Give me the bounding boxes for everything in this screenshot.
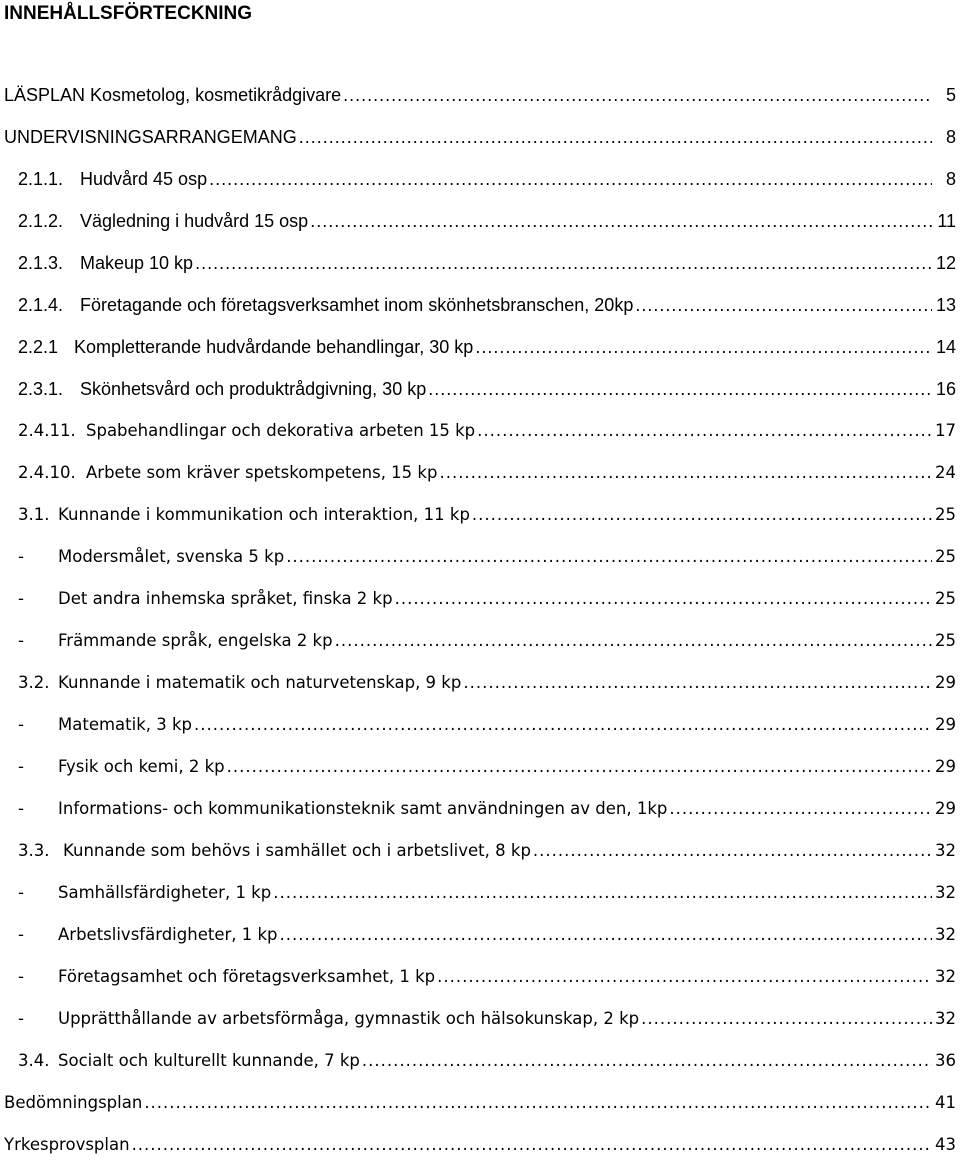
toc-entry-title: Företagande och företagsverksamhet inom skönhetsbranschen, 20kp bbox=[80, 295, 634, 315]
toc-entry-page-number: 29 bbox=[935, 757, 956, 776]
toc-entry-title: Spabehandlingar och dekorativa arbeten 15 kp bbox=[86, 421, 476, 440]
toc-entry-leader-dots bbox=[472, 500, 932, 530]
toc-entry-number: 2.4.11. bbox=[18, 421, 76, 440]
toc-entry-leader-dots bbox=[533, 836, 932, 866]
toc-entry-title: Det andra inhemska språket, finska 2 kp bbox=[58, 589, 393, 608]
toc-entry-number: 3.3. bbox=[18, 841, 50, 860]
toc-entry-lead bbox=[0, 332, 473, 362]
toc-entry-page-number: 32 bbox=[935, 925, 956, 944]
toc-entry-title: Skönhetsvård och produktrådgivning, 30 kp bbox=[80, 379, 427, 399]
toc-entry-lead bbox=[0, 458, 437, 488]
toc-entry-page-number: 29 bbox=[935, 673, 956, 692]
toc-heading: INNEHÅLLSFÖRTECKNING bbox=[4, 3, 253, 24]
toc-entry-title: Kunnande i matematik och naturvetenskap, 9 kp bbox=[58, 673, 462, 692]
toc-entry-lead bbox=[0, 668, 461, 698]
toc-entry-title: Arbetslivsfärdigheter, 1 kp bbox=[58, 925, 278, 944]
toc-entry-leader-dots bbox=[439, 458, 932, 488]
toc-entry-number: 2.4.10. bbox=[18, 463, 76, 482]
toc-entry-lead bbox=[0, 1130, 130, 1160]
toc-entry[interactable] bbox=[0, 1046, 960, 1076]
toc-entry-title: Bedömningsplan bbox=[4, 1093, 143, 1112]
toc-entry[interactable] bbox=[0, 710, 960, 740]
toc-entry-lead bbox=[0, 374, 426, 404]
toc-entry[interactable] bbox=[0, 668, 960, 698]
toc-entry-page-number: 11 bbox=[937, 211, 956, 231]
toc-entry[interactable] bbox=[0, 374, 960, 404]
toc-entry-title: Fysik och kemi, 2 kp bbox=[58, 757, 225, 776]
toc-entry-title: UNDERVISNINGSARRANGEMANG bbox=[4, 127, 297, 147]
toc-entry-leader-dots bbox=[641, 1004, 932, 1034]
toc-entry-number: 3.4. bbox=[18, 1051, 50, 1070]
toc-entry-lead bbox=[0, 206, 308, 236]
toc-entry-title: LÄSPLAN Kosmetolog, kosmetikrådgivare bbox=[4, 85, 342, 105]
toc-entry-page-number: 36 bbox=[935, 1051, 956, 1070]
toc-entry-leader-dots bbox=[286, 542, 932, 572]
toc-entry-lead bbox=[0, 1046, 360, 1076]
toc-entry-page-number: 5 bbox=[945, 85, 956, 105]
toc-entry-page-number: 24 bbox=[935, 463, 956, 482]
toc-entry[interactable] bbox=[0, 542, 960, 572]
toc-entry[interactable] bbox=[0, 248, 960, 278]
toc-entry-title: Kompletterande hudvårdande behandlingar, 30 kp bbox=[74, 337, 474, 357]
toc-entry-page-number: 41 bbox=[935, 1093, 956, 1112]
toc-entry-leader-dots bbox=[227, 752, 932, 782]
toc-entry-number: - bbox=[18, 1009, 24, 1028]
toc-entry-title: Företagsamhet och företagsverksamhet, 1 kp bbox=[58, 967, 436, 986]
toc-entry-page-number: 8 bbox=[945, 127, 956, 147]
toc-entry-number: - bbox=[18, 715, 24, 734]
toc-entry-leader-dots bbox=[209, 164, 932, 194]
toc-entry-lead bbox=[0, 500, 470, 530]
toc-entry-leader-dots bbox=[362, 1046, 932, 1076]
toc-entry[interactable] bbox=[0, 752, 960, 782]
toc-entry-title: Yrkesprovsplan bbox=[4, 1135, 130, 1154]
toc-entry[interactable] bbox=[0, 416, 960, 446]
toc-entry-number: - bbox=[18, 631, 24, 650]
toc-entry-leader-dots bbox=[477, 416, 932, 446]
toc-entry[interactable] bbox=[0, 290, 960, 320]
toc-entry[interactable] bbox=[0, 878, 960, 908]
toc-entry-title: Främmande språk, engelska 2 kp bbox=[58, 631, 333, 650]
toc-entry-leader-dots bbox=[195, 248, 932, 278]
toc-entry-title: Kunnande som behövs i samhället och i arbetslivet, 8 kp bbox=[63, 841, 531, 860]
toc-entry[interactable] bbox=[0, 836, 960, 866]
toc-entry-leader-dots bbox=[669, 794, 932, 824]
toc-entry-page-number: 32 bbox=[935, 1009, 956, 1028]
toc-entry-lead bbox=[0, 626, 333, 656]
toc-entry[interactable] bbox=[0, 1130, 960, 1160]
toc-entry[interactable] bbox=[0, 500, 960, 530]
toc-entry[interactable] bbox=[0, 920, 960, 950]
toc-entry[interactable] bbox=[0, 164, 960, 194]
toc-entry-number: 2.1.4. bbox=[18, 295, 64, 315]
toc-entry-leader-dots bbox=[343, 80, 932, 110]
toc-entry-lead bbox=[0, 122, 297, 152]
toc-entry[interactable] bbox=[0, 962, 960, 992]
toc-entry-leader-dots bbox=[273, 878, 932, 908]
toc-entry[interactable] bbox=[0, 1088, 960, 1118]
toc-entry-lead bbox=[0, 920, 278, 950]
toc-entry-leader-dots bbox=[310, 206, 932, 236]
toc-entry-lead bbox=[0, 164, 207, 194]
toc-entry-page-number: 14 bbox=[935, 337, 956, 357]
toc-entry-page-number: 25 bbox=[935, 589, 956, 608]
toc-entry-number: - bbox=[18, 589, 24, 608]
toc-entry-leader-dots bbox=[280, 920, 932, 950]
toc-entry-lead bbox=[0, 584, 393, 614]
toc-entry-page-number: 32 bbox=[935, 967, 956, 986]
toc-entry-number: 2.1.1. bbox=[18, 169, 64, 189]
toc-entry-page-number: 43 bbox=[935, 1135, 956, 1154]
toc-entry-page-number: 25 bbox=[935, 631, 956, 650]
toc-entry-number: - bbox=[18, 967, 24, 986]
toc-entry-title: Samhällsfärdigheter, 1 kp bbox=[58, 883, 272, 902]
toc-entry-leader-dots bbox=[395, 584, 932, 614]
toc-entry-title: Makeup 10 kp bbox=[80, 253, 194, 273]
toc-entry-leader-dots bbox=[194, 710, 932, 740]
toc-entry-title: Kunnande i kommunikation och interaktion, 11 kp bbox=[58, 505, 470, 524]
toc-entry-leader-dots bbox=[335, 626, 932, 656]
toc-entry-title: Upprätthållande av arbetsförmåga, gymnastik och hälsokunskap, 2 kp bbox=[58, 1009, 640, 1028]
toc-entry-leader-dots bbox=[132, 1130, 932, 1160]
toc-entry-title: Hudvård 45 osp bbox=[80, 169, 208, 189]
toc-entry[interactable] bbox=[0, 1004, 960, 1034]
toc-entry-lead bbox=[0, 248, 193, 278]
toc-entry-lead bbox=[0, 836, 531, 866]
toc-entry-leader-dots bbox=[299, 122, 932, 152]
toc-entry-number: 2.1.2. bbox=[18, 211, 64, 231]
toc-entry-lead bbox=[0, 752, 225, 782]
toc-entry-number: - bbox=[18, 757, 24, 776]
toc-entry-lead bbox=[0, 290, 633, 320]
toc-entry-number: 2.2.1 bbox=[18, 337, 59, 357]
toc-entry-page-number: 32 bbox=[935, 841, 956, 860]
toc-entry-lead bbox=[0, 710, 192, 740]
toc-entry-page-number: 12 bbox=[935, 253, 956, 273]
toc-entry-page-number: 8 bbox=[945, 169, 956, 189]
toc-entry-page-number: 25 bbox=[935, 547, 956, 566]
toc-entry-page-number: 29 bbox=[935, 715, 956, 734]
toc-entry-number: 3.2. bbox=[18, 673, 50, 692]
toc-entry-lead bbox=[0, 416, 475, 446]
toc-entry-leader-dots bbox=[475, 332, 932, 362]
toc-entry-page-number: 29 bbox=[935, 799, 956, 818]
toc-entry-leader-dots bbox=[635, 290, 932, 320]
toc-entry[interactable] bbox=[0, 122, 960, 152]
toc-entry-number: 3.1. bbox=[18, 505, 50, 524]
toc-entry-leader-dots bbox=[428, 374, 932, 404]
toc-entry-title: Informations- och kommunikationsteknik samt användningen av den, 1kp bbox=[58, 799, 668, 818]
toc-entry-number: - bbox=[18, 925, 24, 944]
toc-entry-page-number: 25 bbox=[935, 505, 956, 524]
toc-entry-leader-dots bbox=[463, 668, 932, 698]
toc-entry[interactable] bbox=[0, 206, 960, 236]
toc-entry[interactable] bbox=[0, 584, 960, 614]
toc-entry[interactable] bbox=[0, 80, 960, 110]
toc-entry-title: Modersmålet, svenska 5 kp bbox=[58, 547, 285, 566]
toc-entry-number: 2.3.1. bbox=[18, 379, 64, 399]
toc-entry-lead bbox=[0, 542, 284, 572]
toc-entry-number: - bbox=[18, 883, 24, 902]
toc-entry-page-number: 17 bbox=[935, 421, 956, 440]
toc-entry-title: Vägledning i hudvård 15 osp bbox=[80, 211, 309, 231]
toc-entry-number: - bbox=[18, 799, 24, 818]
toc-entry-leader-dots bbox=[144, 1088, 932, 1118]
toc-entry[interactable] bbox=[0, 332, 960, 362]
toc-entry-lead bbox=[0, 1004, 639, 1034]
toc-entry-lead bbox=[0, 962, 435, 992]
toc-entry-lead bbox=[0, 794, 667, 824]
toc-entry[interactable] bbox=[0, 458, 960, 488]
toc-entry-title: Socialt och kulturellt kunnande, 7 kp bbox=[58, 1051, 360, 1070]
toc-entry-lead bbox=[0, 878, 271, 908]
toc-entry-number: 2.1.3. bbox=[18, 253, 64, 273]
toc-entry[interactable] bbox=[0, 626, 960, 656]
toc-entry-leader-dots bbox=[437, 962, 932, 992]
toc-entry-page-number: 13 bbox=[935, 295, 956, 315]
toc-entry-page-number: 32 bbox=[935, 883, 956, 902]
toc-entry-lead bbox=[0, 80, 341, 110]
toc-entry-number: - bbox=[18, 547, 24, 566]
toc-entry-lead bbox=[0, 1088, 142, 1118]
toc-entry-title: Matematik, 3 kp bbox=[58, 715, 193, 734]
toc-entry[interactable] bbox=[0, 794, 960, 824]
toc-entry-title: Arbete som kräver spetskompetens, 15 kp bbox=[86, 463, 438, 482]
toc-entry-page-number: 16 bbox=[935, 379, 956, 399]
